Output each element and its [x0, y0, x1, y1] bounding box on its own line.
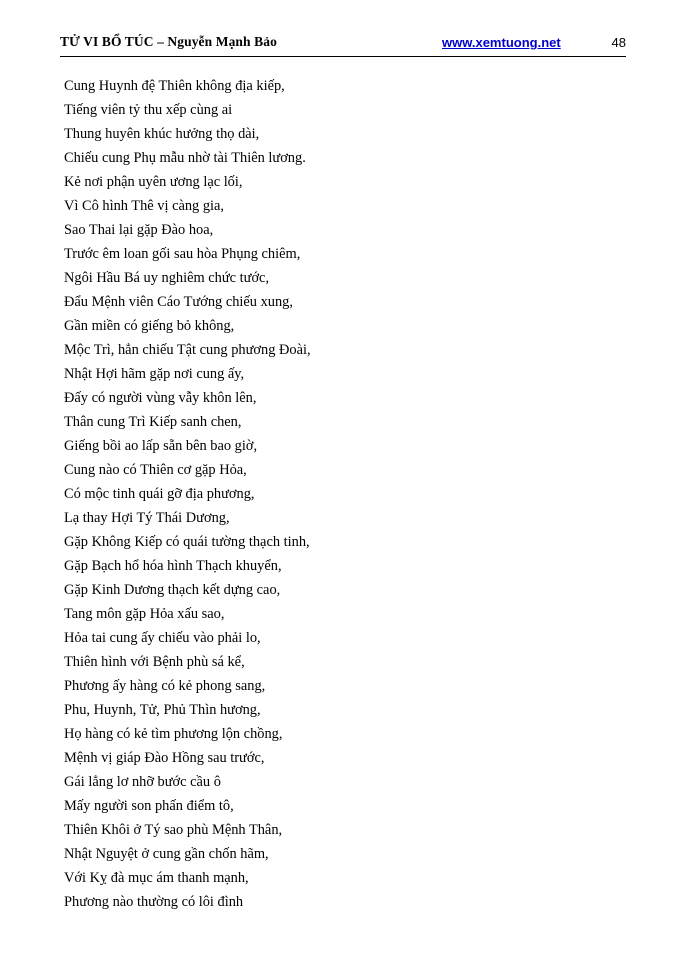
poem-line: Thân cung Trì Kiếp sanh chen, — [64, 414, 242, 430]
poem-line: Mệnh vị giáp Đào Hồng sau trước, — [64, 750, 265, 766]
poem-line: Có mộc tinh quái gỡ địa phương, — [64, 486, 255, 502]
poem-line: Ngôi Hầu Bá uy nghiêm chức tước, — [64, 270, 270, 286]
poem-line: Phương ấy hàng có kẻ phong sang, — [64, 678, 266, 694]
poem-line: Thiên hình với Bệnh phù sá kể, — [64, 654, 245, 670]
poem-line: Thiên Khôi ở Tý sao phù Mệnh Thân, — [64, 822, 283, 838]
poem-line: Phương nào thường có lôi đình — [64, 894, 244, 910]
poem-line: Cung Huynh đệ Thiên không địa kiếp, — [64, 78, 285, 94]
poem-line: Đẩu Mệnh viên Cáo Tướng chiếu xung, — [64, 294, 293, 310]
poem-line: Gặp Bạch hổ hóa hình Thạch khuyển, — [64, 558, 282, 574]
poem-line: Cung nào có Thiên cơ gặp Hỏa, — [64, 462, 247, 478]
poem-line: Họ hàng có kẻ tìm phương lộn chồng, — [64, 726, 283, 742]
poem-line: Chiếu cung Phụ mẫu nhờ tài Thiên lương. — [64, 150, 306, 166]
header-website-link[interactable]: www.xemtuong.net — [442, 35, 561, 50]
poem-line: Lạ thay Hợi Tý Thái Dương, — [64, 510, 230, 526]
poem-line: Gái lẳng lơ nhỡ bước cầu ô — [64, 774, 221, 790]
poem-line: Trước êm loan gối sau hòa Phụng chiêm, — [64, 246, 301, 262]
poem-line: Vì Cô hình Thê vị càng gia, — [64, 198, 225, 214]
page-header — [60, 34, 626, 57]
page-number: 48 — [611, 35, 626, 50]
poem-line: Phu, Huynh, Tử, Phủ Thìn hương, — [64, 702, 261, 718]
poem-line: Gần miền có giếng bỏ không, — [64, 318, 235, 334]
poem-line: Nhật Hợi hãm gặp nơi cung ấy, — [64, 366, 245, 382]
poem-body — [60, 74, 626, 914]
poem-line: Gặp Kinh Dương thạch kết dựng cao, — [64, 582, 281, 598]
poem-line: Thung huyên khúc hưởng thọ dài, — [64, 126, 260, 142]
poem-line: Hỏa tai cung ấy chiếu vào phải lo, — [64, 630, 261, 646]
poem-line: Với Kỵ đà mục ám thanh mạnh, — [64, 870, 249, 886]
poem-line: Gặp Không Kiếp có quái tường thạch tinh, — [64, 534, 310, 550]
poem-line: Nhật Nguyệt ở cung gần chốn hãm, — [64, 846, 269, 862]
poem-line: Tang môn gặp Hỏa xấu sao, — [64, 606, 225, 622]
poem-line: Kẻ nơi phận uyên ương lạc lối, — [64, 174, 243, 190]
poem-line: Đấy có người vùng vẫy khôn lên, — [64, 390, 257, 406]
poem-line: Mộc Trì, hẳn chiếu Tật cung phương Đoài, — [64, 342, 311, 358]
header-title: TỬ VI BỔ TÚC – Nguyễn Mạnh Bảo — [60, 34, 277, 49]
poem-line: Giếng bồi ao lấp sẵn bên bao giờ, — [64, 438, 258, 454]
poem-line: Tiếng viên tỷ thu xếp cùng ai — [64, 102, 233, 118]
poem-line: Mấy người son phấn điểm tô, — [64, 798, 234, 814]
poem-line: Sao Thai lại gặp Đào hoa, — [64, 222, 214, 238]
